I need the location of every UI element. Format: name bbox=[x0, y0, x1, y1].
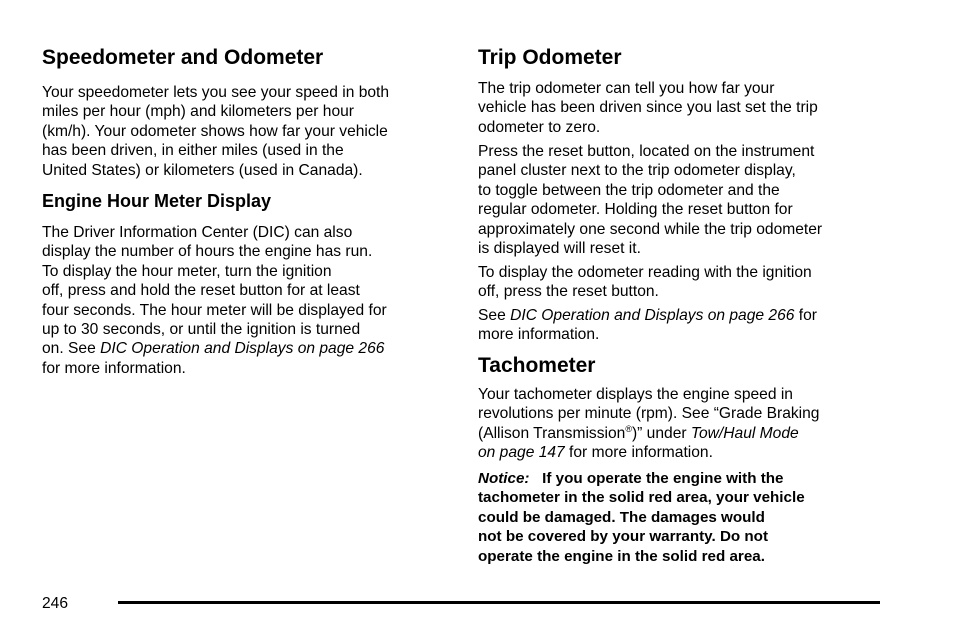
text-line: regular odometer. Holding the reset button for bbox=[478, 201, 793, 219]
text-fragment: If you operate the engine with the bbox=[542, 470, 784, 487]
text-line: Your tachometer displays the engine speed in bbox=[478, 386, 793, 403]
text-line: (km/h). Your odometer shows how far your vehicle bbox=[42, 122, 388, 140]
text-line: for more information. bbox=[42, 359, 186, 377]
dic-reference-link[interactable]: DIC Operation and Displays on page 266 bbox=[100, 340, 385, 358]
notice-paragraph bbox=[478, 469, 878, 566]
text-line: not be covered by your warranty. Do not bbox=[478, 528, 769, 546]
text-line: four seconds. The hour meter will be displayed for bbox=[42, 301, 387, 319]
page-number: 246 bbox=[42, 595, 69, 612]
text-line bbox=[42, 339, 452, 358]
trip-paragraph-3 bbox=[478, 263, 878, 302]
text-line: panel cluster next to the trip odometer display, bbox=[478, 162, 796, 180]
text-line bbox=[478, 443, 878, 462]
text-line bbox=[478, 424, 878, 443]
text-line: To display the odometer reading with the ignition bbox=[478, 264, 812, 281]
text-line: The trip odometer can tell you how far your bbox=[478, 80, 775, 97]
text-line bbox=[478, 306, 878, 325]
speedometer-heading: Speedometer and Odometer bbox=[42, 46, 324, 69]
text-line: to toggle between the trip odometer and the bbox=[478, 181, 780, 199]
text-line: United States) or kilometers (used in Canada). bbox=[42, 161, 363, 179]
text-fragment: See bbox=[478, 307, 511, 324]
text-line: miles per hour (mph) and kilometers per hour bbox=[42, 103, 355, 121]
text-fragment: (Allison Transmission bbox=[478, 424, 626, 442]
registered-mark: ® bbox=[625, 423, 632, 434]
text-line: operate the engine in the solid red area. bbox=[478, 547, 765, 565]
text-fragment: on. See bbox=[42, 340, 101, 358]
tow-haul-page-link[interactable]: on page 147 bbox=[478, 444, 565, 462]
text-line: Your speedometer lets you see your speed in both bbox=[42, 84, 390, 101]
text-fragment: for more information. bbox=[564, 444, 713, 462]
text-line: could be damaged. The damages would bbox=[478, 508, 765, 526]
text-line: tachometer in the solid red area, your vehicle bbox=[478, 489, 805, 507]
text-line: revolutions per minute (rpm). See “Grade Braking bbox=[478, 405, 820, 423]
tow-haul-reference-link[interactable]: Tow/Haul Mode bbox=[690, 424, 799, 442]
text-line: more information. bbox=[478, 326, 600, 344]
trip-odometer-heading: Trip Odometer bbox=[478, 46, 622, 69]
dic-reference-link[interactable]: DIC Operation and Displays on page 266 bbox=[510, 307, 795, 324]
tachometer-paragraph bbox=[478, 385, 878, 463]
text-line: off, press and hold the reset button for at least bbox=[42, 282, 360, 300]
text-line: approximately one second while the trip odometer bbox=[478, 220, 823, 238]
tachometer-heading: Tachometer bbox=[478, 354, 596, 377]
engine-hour-heading: Engine Hour Meter Display bbox=[42, 191, 272, 211]
text-line: odometer to zero. bbox=[478, 118, 601, 136]
text-line: Press the reset button, located on the instrument bbox=[478, 143, 815, 160]
text-line: up to 30 seconds, or until the ignition is turned bbox=[42, 321, 361, 339]
speedometer-paragraph bbox=[42, 83, 452, 180]
text-line: is displayed will reset it. bbox=[478, 240, 641, 258]
text-line: off, press the reset button. bbox=[478, 283, 659, 301]
trip-paragraph-2 bbox=[478, 142, 878, 258]
trip-paragraph-1 bbox=[478, 79, 878, 137]
text-line: vehicle has been driven since you last set the trip bbox=[478, 99, 818, 117]
text-line: To display the hour meter, turn the ignition bbox=[42, 262, 332, 280]
text-line: display the number of hours the engine has run. bbox=[42, 243, 373, 261]
text-fragment: )” under bbox=[631, 424, 691, 442]
text-line: The Driver Information Center (DIC) can also bbox=[42, 224, 353, 241]
text-line bbox=[478, 469, 878, 488]
trip-paragraph-4 bbox=[478, 306, 878, 345]
text-line: has been driven, in either miles (used in the bbox=[42, 142, 344, 160]
engine-hour-paragraph bbox=[42, 223, 452, 378]
notice-label: Notice: bbox=[478, 470, 530, 487]
text-fragment: for bbox=[794, 307, 817, 324]
footer-rule bbox=[118, 601, 880, 604]
